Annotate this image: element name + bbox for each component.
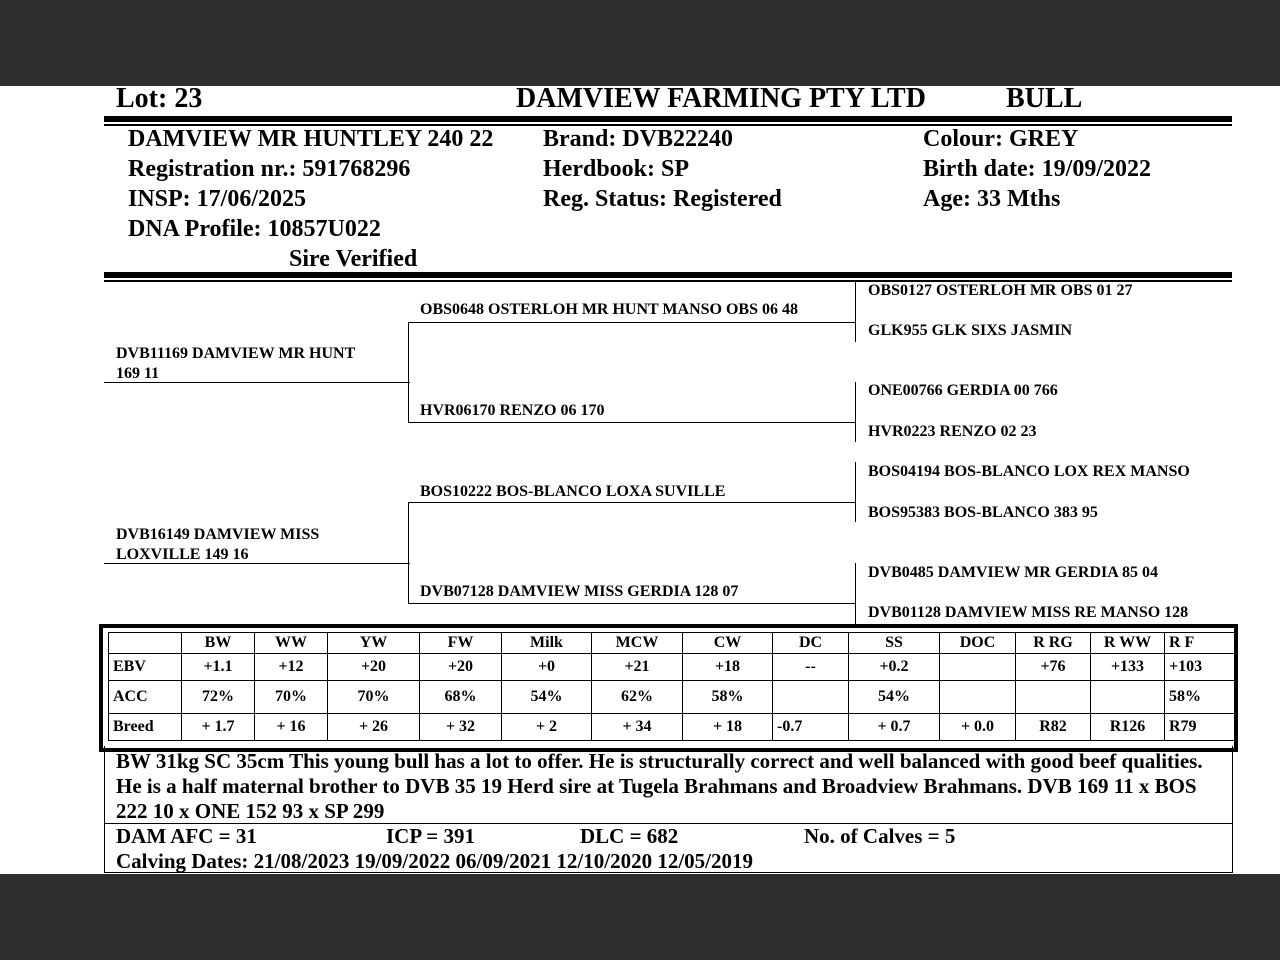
breed-row: Breed + 1.7 + 16 + 26 + 32 + 2 + 34 + 18 -0.7 + 0.7 + 0.0 R82 R126 R79	[109, 714, 1236, 741]
lot-value: 23	[174, 86, 203, 114]
ebv-row: EBV +1.1 +12 +20 +20 +0 +21 +18 -- +0.2 +76 +133 +103	[109, 654, 1236, 681]
info-rule	[104, 272, 1232, 278]
birth-date: Birth date: 19/09/2022	[923, 156, 1151, 182]
pedigree-dds: DVB0485 DAMVIEW MR GERDIA 85 04	[868, 564, 1158, 581]
herdbook: Herdbook: SP	[543, 156, 690, 182]
pedigree-sds: ONE00766 GERDIA 00 766	[868, 382, 1058, 399]
brand: Brand: DVB22240	[543, 126, 734, 152]
reg-status: Reg. Status: Registered	[543, 186, 782, 212]
pedigree-dss: BOS04194 BOS-BLANCO LOX REX MANSO	[868, 463, 1190, 480]
pedigree-sire-sire: OBS0648 OSTERLOH MR HUNT MANSO OBS 06 48	[420, 301, 798, 318]
dam-icp: ICP = 391	[386, 824, 475, 848]
calving-dates: Calving Dates: 21/08/2023 19/09/2022 06/09/2021 12/10/2020 12/05/2019	[116, 849, 754, 873]
pedigree-dam-sire: BOS10222 BOS-BLANCO LOXA SUVILLE	[420, 483, 726, 500]
pedigree-ssd: GLK955 GLK SIXS JASMIN	[868, 322, 1073, 339]
acc-row: ACC 72% 70% 70% 68% 54% 62% 58% 54% 58%	[109, 681, 1236, 714]
animal-info-col1	[128, 124, 493, 274]
dna-profile: DNA Profile: 10857U022	[128, 216, 381, 242]
ebv-header-row: BW WW YW FW Milk MCW CW DC SS DOC R RG R WW R F	[109, 633, 1236, 654]
pedigree-sire: DVB11169 DAMVIEW MR HUNT 169 11	[116, 345, 356, 382]
lot-label: Lot:	[116, 86, 168, 114]
breeder-name: DAMVIEW FARMING PTY LTD	[516, 86, 926, 114]
dam-stats	[116, 824, 956, 848]
pedigree-dam: DVB16149 DAMVIEW MISS LOXVILLE 149 16	[116, 526, 320, 563]
dam-calves: No. of Calves = 5	[804, 824, 956, 848]
pedigree-sire-dam: HVR06170 RENZO 06 170	[420, 402, 605, 419]
inspection-date: INSP: 17/06/2025	[128, 186, 307, 212]
age: Age: 33 Mths	[923, 186, 1061, 212]
lot-number	[116, 86, 202, 115]
colour: Colour: GREY	[923, 126, 1079, 152]
registration-number: Registration nr.: 591768296	[128, 156, 411, 182]
sex-label: BULL	[1006, 86, 1083, 114]
dam-dlc: DLC = 682	[580, 824, 679, 848]
pedigree-sss: OBS0127 OSTERLOH MR OBS 01 27	[868, 282, 1133, 299]
sire-verified: Sire Verified	[289, 246, 418, 272]
pedigree-ddd: DVB01128 DAMVIEW MISS RE MANSO 128	[868, 604, 1189, 621]
dam-afc: DAM AFC = 31	[116, 824, 257, 848]
pedigree-dsd: BOS95383 BOS-BLANCO 383 95	[868, 504, 1098, 521]
header-rule	[104, 116, 1232, 122]
lot-document	[0, 86, 1280, 874]
pedigree-sdd: HVR0223 RENZO 02 23	[868, 423, 1037, 440]
animal-info-col3	[923, 124, 1151, 214]
ebv-table	[108, 632, 1236, 741]
pedigree-dam-dam: DVB07128 DAMVIEW MISS GERDIA 128 07	[420, 583, 739, 600]
animal-info-col2	[543, 124, 782, 214]
animal-name: DAMVIEW MR HUNTLEY 240 22	[128, 126, 494, 152]
comments-text: BW 31kg SC 35cm This young bull has a lot to offer. He is structurally correct and well balanced with good beef qualities. He is a half maternal brother to DVB 35 19 Herd sire at Tugela Brahmans and Broadview Brahmans. DVB 169 11 x BOS 222 10 x ONE 152 93 x SP 299	[116, 749, 1203, 823]
